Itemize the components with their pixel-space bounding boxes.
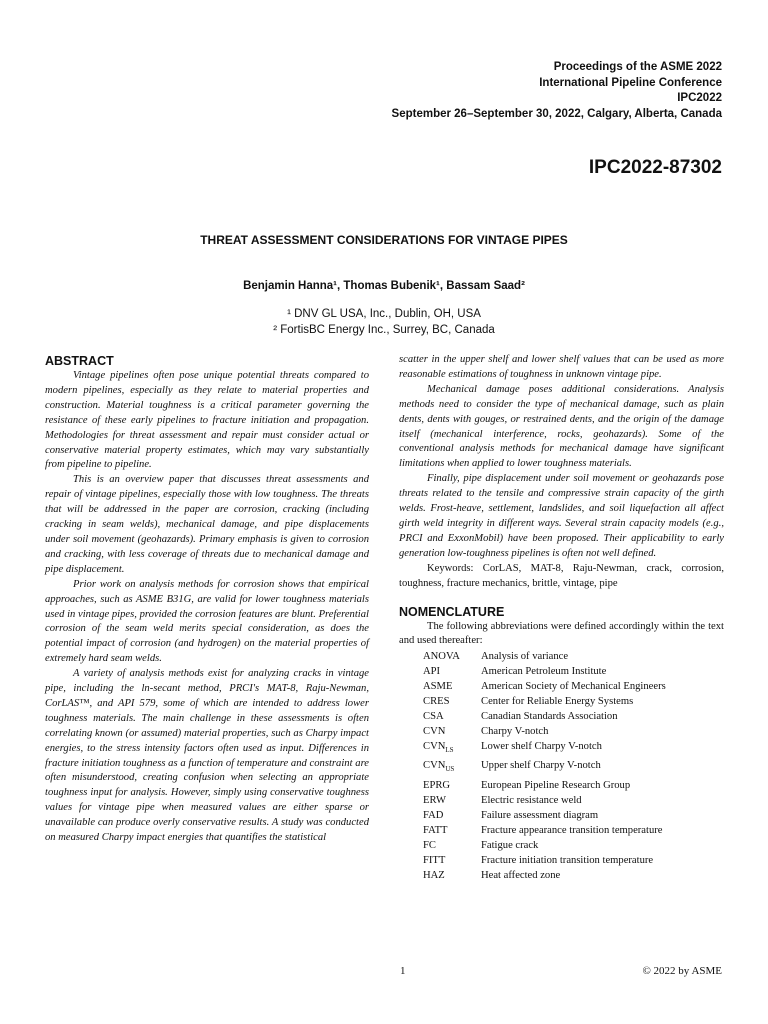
nomenclature-abbreviation (399, 664, 481, 679)
nomenclature-row (399, 778, 724, 793)
paper-id: IPC2022-87302 (588, 157, 722, 178)
nomenclature-row (399, 793, 724, 808)
nomenclature-definition: Failure assessment diagram (481, 809, 599, 821)
nomenclature-abbreviation (399, 823, 481, 838)
abstract-paragraph: A variety of analysis methods exist for analyzing cracks in vintage pipe, including the ln-secant method, PRCI's MAT-8, Raju-Newman, CorLAS™, and API 579, some of which are intended to address lower toughness materials. The main challenge in these assessments is often correlating known (or assumed) material properties, such as Charpy impact energies, to the stress intensity factors often used as input. Differences in fracture initiation toughness as a function of temperature and constraint are often misunderstood, creating confusion when selecting an appropriate toughness input for analysis. However, simply using conservative toughness values for vintage pipe when measured values are either sparse or unavailable can produce overly conservative results. A study was conducted on measured Charpy impact energies that quantifies the statistical (45, 668, 369, 844)
abbreviation-text: EPRG (423, 779, 451, 791)
nomenclature-abbreviation (399, 709, 481, 724)
nomenclature-abbreviation (399, 853, 481, 868)
abbreviation-text: FATT (423, 824, 448, 836)
nomenclature-abbreviation (399, 649, 481, 664)
abbreviation-text: ERW (423, 794, 446, 806)
abbreviation-text: FAD (423, 809, 444, 821)
nomenclature-row (399, 694, 724, 709)
nomenclature-abbreviation (399, 808, 481, 823)
affiliations (0, 306, 768, 338)
abbreviation-text: ASME (423, 681, 453, 693)
nomenclature-abbreviation (399, 724, 481, 739)
nomenclature-row (399, 808, 724, 823)
abstract-paragraph: This is an overview paper that discusses threat assessments and repair of vintage pipelines, especially those with low toughness. The threats that will be addressed in the paper are corrosion, cracking (including cracking in seam welds), mechanical damage, and pipe displacements under soil movement (geohazards). Primary emphasis is given to corrosion and cracking, with less coverage of threats due to mechanical damage and pipe displacement. (45, 474, 369, 575)
left-column (45, 353, 369, 846)
abstract-paragraph: Mechanical damage poses additional considerations. Analysis methods need to consider the type of mechanical damage, such as plain dents, dents with gouges, or restrained dents, and the origin of the damage itself (mechanical interference, rocks, geohazards). Some of the conventional analysis methods for mechanical damage have significant limitations when applied to lower toughness materials. (399, 383, 724, 470)
nomenclature-heading: NOMENCLATURE (399, 604, 505, 619)
right-column (399, 353, 724, 883)
nomenclature-row (399, 709, 724, 724)
copyright: © 2022 by ASME (642, 965, 722, 977)
abbreviation-text: CRES (423, 696, 450, 708)
abbreviation-subscript: US (445, 765, 455, 774)
affiliation-2: ² FortisBC Energy Inc., Surrey, BC, Canada (273, 324, 495, 336)
nomenclature-definition: Heat affected zone (481, 869, 561, 881)
abbreviation-text: CVN (423, 760, 446, 772)
nomenclature-definition: Fatigue crack (481, 839, 539, 851)
author-list: Benjamin Hanna¹, Thomas Bubenik¹, Bassam Saad² (243, 280, 525, 292)
abstract-paragraph: Finally, pipe displacement under soil movement or geohazards pose threats related to the tensile and compressive strain capacity of the girth welds. Frost-heave, settlement, landslides, and soil liquefaction all affect girth weld integrity in different ways. Several strain capacity models (e.g., PRCI and ExxonMobil) have been proposed. Their applicability to early generation low-toughness pipelines is often not well defined. (399, 473, 724, 559)
page-number: 1 (400, 965, 406, 977)
nomenclature-definition: European Pipeline Research Group (481, 779, 631, 791)
abbreviation-text: HAZ (423, 869, 445, 881)
abstract-paragraph: Prior work on analysis methods for corrosion shows that empirical approaches, such as ASME B31G, are valid for lower toughness materials used in vintage pipes, provided the corrosion features are blunt. Preferential corrosion of the seam weld merits special consideration, as does the potential impact of corrosion (and hydrogen) on the material properties of extremely hard seam welds. (45, 578, 369, 665)
abbreviation-text: CVN (423, 726, 446, 738)
nomenclature-definition: Lower shelf Charpy V-notch (481, 741, 602, 753)
nomenclature-intro: The following abbreviations were defined accordingly within the text and used thereafter: (399, 620, 724, 647)
proceedings-line-4: September 26–September 30, 2022, Calgary, Alberta, Canada (391, 107, 722, 120)
nomenclature-abbreviation (399, 778, 481, 793)
abbreviation-text: CVN (423, 741, 446, 753)
abbreviation-text: FITT (423, 854, 446, 866)
abstract-paragraph: Vintage pipelines often pose unique potential threats compared to modern pipelines, especially as they relate to material properties and construction. Material toughness is a critical parameter governing the resistance of these early pipelines to fracture initiation and propagation. Methodologies for threat assessment and repair must consider actual or conservative material property estimates, which may vary substantially from pipeline to pipeline. (45, 370, 369, 471)
nomenclature-abbreviation (399, 868, 481, 883)
abbreviation-text: API (423, 666, 441, 678)
nomenclature-definition: Center for Reliable Energy Systems (481, 696, 634, 708)
nomenclature-definition: Charpy V-notch (481, 726, 549, 738)
proceedings-line-3: IPC2022 (677, 92, 722, 104)
nomenclature-abbreviation (399, 679, 481, 694)
nomenclature-row (399, 758, 724, 777)
abbreviation-text: FC (423, 839, 436, 851)
nomenclature-abbreviation (399, 793, 481, 808)
nomenclature-definition: Canadian Standards Association (481, 711, 618, 723)
nomenclature-abbreviation (399, 694, 481, 709)
abstract-continued: scatter in the upper shelf and lower shelf values that can be used as more reasonable estimations of toughness in unknown vintage pipe. (399, 354, 724, 380)
nomenclature-definition: Electric resistance weld (481, 794, 582, 806)
nomenclature-row (399, 853, 724, 868)
nomenclature-abbreviation (399, 739, 481, 758)
nomenclature-list (399, 649, 724, 882)
abstract-heading: ABSTRACT (45, 354, 114, 368)
nomenclature-definition: Analysis of variance (481, 651, 569, 663)
nomenclature-row (399, 679, 724, 694)
nomenclature-definition: American Petroleum Institute (481, 666, 607, 678)
nomenclature-row (399, 868, 724, 883)
abbreviation-subscript: LS (445, 746, 454, 755)
nomenclature-row (399, 838, 724, 853)
abbreviation-text: ANOVA (423, 651, 460, 663)
nomenclature-definition: Upper shelf Charpy V-notch (481, 760, 601, 772)
nomenclature-row (399, 823, 724, 838)
proceedings-line-1: Proceedings of the ASME 2022 (553, 61, 722, 73)
abbreviation-text: CSA (423, 711, 444, 723)
nomenclature-definition: American Society of Mechanical Engineers (481, 681, 666, 693)
nomenclature-row (399, 739, 724, 758)
nomenclature-row (399, 724, 724, 739)
nomenclature-row (399, 664, 724, 679)
proceedings-line-2: International Pipeline Conference (539, 76, 722, 89)
keywords: Keywords: CorLAS, MAT-8, Raju-Newman, crack, corrosion, toughness, fracture mechanics, brittle, vintage, pipe (399, 562, 724, 589)
affiliation-1: ¹ DNV GL USA, Inc., Dublin, OH, USA (287, 308, 481, 320)
nomenclature-abbreviation (399, 758, 481, 777)
paper-title: THREAT ASSESSMENT CONSIDERATIONS FOR VINTAGE PIPES (200, 233, 568, 247)
nomenclature-definition: Fracture initiation transition temperature (481, 854, 654, 866)
nomenclature-abbreviation (399, 838, 481, 853)
proceedings-header (392, 60, 722, 122)
nomenclature-definition: Fracture appearance transition temperature (481, 824, 663, 836)
nomenclature-row (399, 649, 724, 664)
